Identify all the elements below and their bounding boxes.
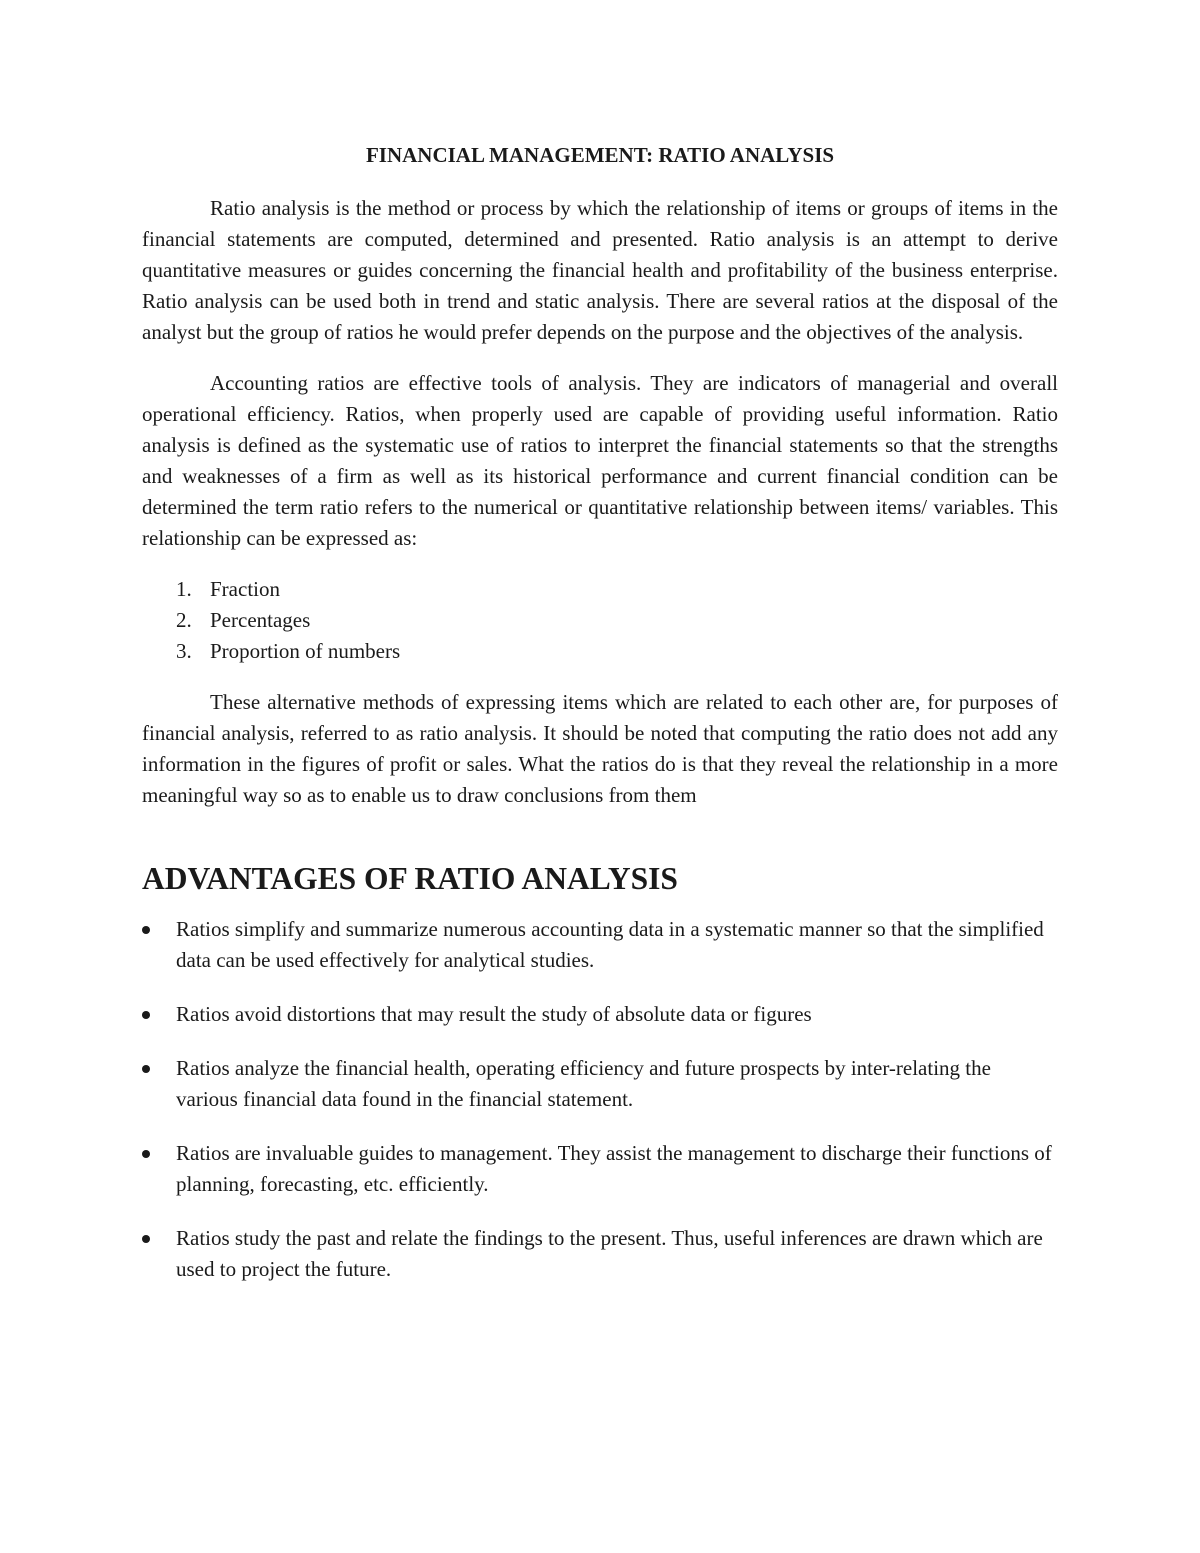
list-item bbox=[142, 999, 1058, 1030]
list-item bbox=[142, 574, 1058, 605]
paragraph-accounting-ratios: Accounting ratios are effective tools of analysis. They are indicators of managerial and overall operational efficiency. Ratios, when properly used are capable of providing useful information. Ratio analysis is defined as the systematic use of ratios to interpret the financial statements so that the strengths and weaknesses of a firm as well as its historical performance and current financial condition can be determined the term ratio refers to the numerical or quantitative relationship between items/ variables. This relationship can be expressed as: bbox=[142, 371, 1058, 550]
list-item bbox=[142, 1223, 1058, 1285]
advantage-text: Ratios simplify and summarize numerous accounting data in a systematic manner so that the simplified data can be used effectively for analytical studies. bbox=[176, 917, 1044, 972]
advantage-text: Ratios are invaluable guides to management. They assist the management to discharge their functions of planning, forecasting, etc. efficiently. bbox=[176, 1141, 1052, 1196]
bullet-icon bbox=[142, 1235, 150, 1243]
bullet-icon bbox=[142, 1065, 150, 1073]
expression-list bbox=[142, 574, 1058, 667]
list-item bbox=[142, 914, 1058, 976]
list-number: 3. bbox=[176, 639, 192, 663]
paragraph-intro: Ratio analysis is the method or process by which the relationship of items or groups of items in the financial statements are computed, determined and presented. Ratio analysis is an attempt to derive quantitative measures or guides concerning the financial health and profitability of the business enterprise. Ratio analysis can be used both in trend and static analysis. There are several ratios at the disposal of the analyst but the group of ratios he would prefer depends on the purpose and the objectives of the analysis. bbox=[142, 196, 1058, 344]
bullet-icon bbox=[142, 1150, 150, 1158]
list-number: 2. bbox=[176, 608, 192, 632]
advantage-text: Ratios avoid distortions that may result the study of absolute data or figures bbox=[176, 1002, 812, 1026]
bullet-icon bbox=[142, 926, 150, 934]
advantages-list bbox=[142, 914, 1058, 1285]
advantages-heading: ADVANTAGES OF RATIO ANALYSIS bbox=[142, 861, 678, 896]
list-item-text: Percentages bbox=[210, 608, 311, 632]
list-item bbox=[142, 1138, 1058, 1200]
paragraph-alternative-methods: These alternative methods of expressing items which are related to each other are, for purposes of financial analysis, referred to as ratio analysis. It should be noted that computing the ratio does not add any information in the figures of profit or sales. What the ratios do is that they reveal the relationship in a more meaningful way so as to enable us to draw conclusions from them bbox=[142, 690, 1058, 807]
advantage-text: Ratios analyze the financial health, operating efficiency and future prospects by inter-relating the various financial data found in the financial statement. bbox=[176, 1056, 991, 1111]
list-item-text: Proportion of numbers bbox=[210, 639, 401, 663]
document-page bbox=[142, 140, 1058, 1308]
document-title: FINANCIAL MANAGEMENT: RATIO ANALYSIS bbox=[365, 143, 835, 167]
advantage-text: Ratios study the past and relate the findings to the present. Thus, useful inferences are drawn which are used to project the future. bbox=[176, 1226, 1043, 1281]
list-item bbox=[142, 636, 1058, 667]
list-item bbox=[142, 605, 1058, 636]
list-item-text: Fraction bbox=[210, 577, 280, 601]
list-item bbox=[142, 1053, 1058, 1115]
bullet-icon bbox=[142, 1011, 150, 1019]
list-number: 1. bbox=[176, 577, 192, 601]
